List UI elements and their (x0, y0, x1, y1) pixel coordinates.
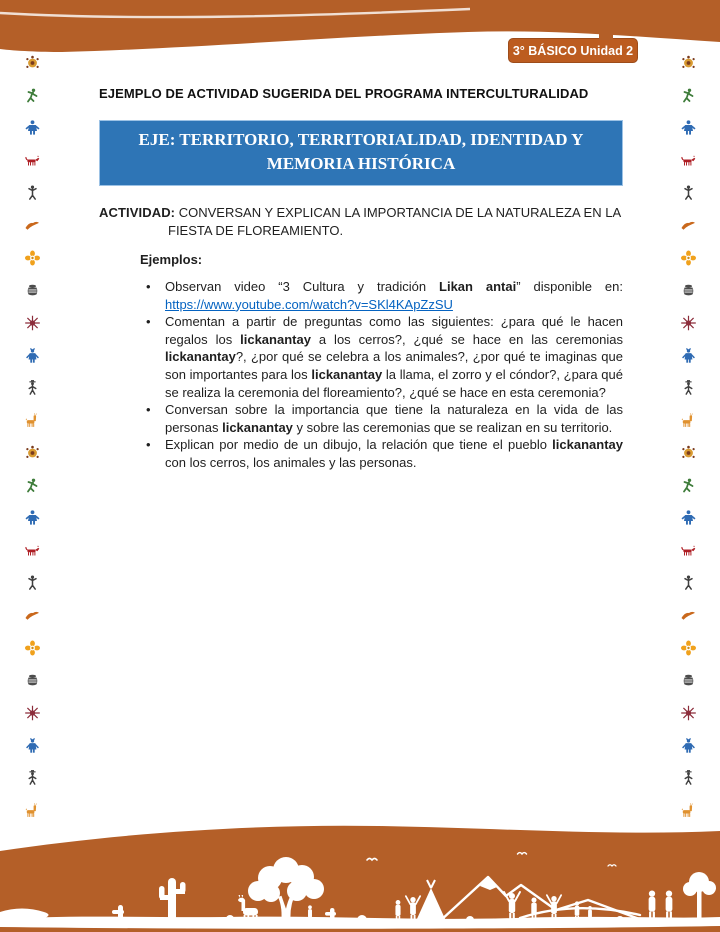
hatted-person-petroglyph-icon (680, 379, 697, 396)
dancer-petroglyph-icon (680, 87, 697, 104)
condor-petroglyph-icon (680, 217, 697, 234)
condor-petroglyph-icon (680, 607, 697, 624)
llama-petroglyph-icon (680, 412, 697, 429)
sun-petroglyph-icon (24, 314, 41, 331)
right-icon-column (676, 54, 700, 824)
unit-tab-label: 3° BÁSICO Unidad 2 (512, 43, 634, 58)
flower-petroglyph-icon (24, 639, 41, 656)
flower-petroglyph-icon (680, 639, 697, 656)
example-bullet: • Conversan sobre la importancia que tiene la naturaleza en la vida de las personas lickanantay y sobre las ceremonias que se realizan en su territorio. (165, 401, 623, 436)
activity-label: ACTIVIDAD: (99, 205, 176, 220)
page-heading: EJEMPLO DE ACTIVIDAD SUGERIDA DEL PROGRAMA INTERCULTURALIDAD (99, 86, 589, 101)
activity-text: CONVERSAN Y EXPLICAN LA IMPORTANCIA DE LA NATURALEZA EN LA FIESTA DE FLOREAMIENTO. (168, 205, 621, 238)
person-petroglyph-icon (24, 509, 41, 526)
person-petroglyph-icon (24, 119, 41, 136)
document-body (99, 86, 623, 472)
llama-petroglyph-icon (24, 412, 41, 429)
hatted-person-petroglyph-icon (24, 379, 41, 396)
shaman-petroglyph-icon (680, 737, 697, 754)
condor-petroglyph-icon (24, 607, 41, 624)
axis-title-line1: EJE: TERRITORIO, TERRITORIALIDAD, IDENTIDAD Y (138, 130, 584, 149)
sun-petroglyph-icon (680, 704, 697, 721)
fox-petroglyph-icon (680, 542, 697, 559)
left-icon-column (20, 54, 44, 824)
sun-petroglyph-icon (24, 704, 41, 721)
vessel-petroglyph-icon (24, 672, 41, 689)
unit-tab (508, 38, 638, 63)
shaman-petroglyph-icon (680, 347, 697, 364)
turtle-petroglyph-icon (24, 54, 41, 71)
turtle-petroglyph-icon (680, 54, 697, 71)
llama-petroglyph-icon (680, 802, 697, 819)
youtube-video-link[interactable]: https://www.youtube.com/watch?v=SKl4KApZzSU (165, 296, 453, 312)
person-petroglyph-icon (680, 119, 697, 136)
anthropomorph-petroglyph-icon (24, 574, 41, 591)
examples-list (165, 278, 623, 472)
anthropomorph-petroglyph-icon (680, 574, 697, 591)
examples-heading: Ejemplos: (140, 252, 203, 267)
shaman-petroglyph-icon (24, 737, 41, 754)
turtle-petroglyph-icon (680, 444, 697, 461)
vessel-petroglyph-icon (24, 282, 41, 299)
dancer-petroglyph-icon (24, 87, 41, 104)
dancer-petroglyph-icon (24, 477, 41, 494)
vessel-petroglyph-icon (680, 282, 697, 299)
fox-petroglyph-icon (24, 542, 41, 559)
anthropomorph-petroglyph-icon (24, 184, 41, 201)
turtle-petroglyph-icon (24, 444, 41, 461)
example-bullet: • Observan video “3 Cultura y tradición Likan antai” disponible en: https://www.youtube.com/watch?v=SKl4KApZzSU (165, 278, 623, 313)
llama-petroglyph-icon (24, 802, 41, 819)
example-bullet: • Explican por medio de un dibujo, la relación que tiene el pueblo lickanantay con los cerros, los animales y las personas. (165, 436, 623, 471)
hatted-person-petroglyph-icon (680, 769, 697, 786)
person-petroglyph-icon (680, 509, 697, 526)
anthropomorph-petroglyph-icon (680, 184, 697, 201)
hatted-person-petroglyph-icon (24, 769, 41, 786)
example-bullet: • Comentan a partir de preguntas como las siguientes: ¿para qué le hacen regalos los lickanantay a los cerros?, ¿qué se hace en las ceremonias lickanantay?, ¿por qué se celebra a los animales?, ¿por qué te imaginas que son importantes para los lickanantay la llama, el zorro y el cóndor?, ¿para qué se realiza la ceremonia del floreamiento?, ¿qué se hace en esta ceremonia? (165, 313, 623, 401)
flower-petroglyph-icon (680, 249, 697, 266)
vessel-petroglyph-icon (680, 672, 697, 689)
axis-title-banner (99, 120, 623, 186)
bottom-landscape-band (0, 820, 720, 932)
flower-petroglyph-icon (24, 249, 41, 266)
sun-petroglyph-icon (680, 314, 697, 331)
shaman-petroglyph-icon (24, 347, 41, 364)
dancer-petroglyph-icon (680, 477, 697, 494)
fox-petroglyph-icon (680, 152, 697, 169)
axis-title-line2: MEMORIA HISTÓRICA (266, 154, 456, 173)
activity-statement (99, 204, 623, 239)
condor-petroglyph-icon (24, 217, 41, 234)
fox-petroglyph-icon (24, 152, 41, 169)
